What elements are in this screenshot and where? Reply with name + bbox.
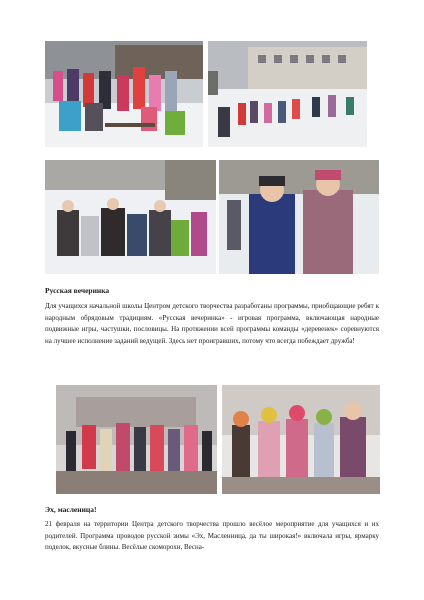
photo-5 bbox=[56, 385, 217, 494]
photo-4 bbox=[219, 160, 379, 274]
section-title-maslenitsa: Эх, масленица! bbox=[45, 505, 97, 514]
photo-6 bbox=[222, 385, 380, 494]
photo-2 bbox=[208, 41, 367, 147]
photo-3 bbox=[45, 160, 216, 274]
photo-1 bbox=[45, 41, 203, 147]
section-text-russian-party: Для учащихся начальной школы Центром детского творчества разработаны программы, приобщающие ребят к народным обрядовым традициям. «Русская вечеринка» - игровая программа, включающая народные подвижные игры, частушки, пословицы. На протяжении всей программы команды «деревенек» соревнуются на лучшее исполнение заданий ведущей. Здесь нет проигравших, потому что всегда побеждает дружба! bbox=[45, 302, 379, 345]
section-title-russian-party: Русская вечеринка bbox=[45, 286, 110, 295]
section-text-maslenitsa: 21 февраля на территории Центра детского творчества прошло весёлое мероприятие для учащихся и их родителей. Программа проводов русской зимы «Эх, Масленница, да ты широкая!» включала игры, ярмарку поделок, вкусные блины. Весёлые скоморохи, Весна- bbox=[45, 520, 379, 552]
